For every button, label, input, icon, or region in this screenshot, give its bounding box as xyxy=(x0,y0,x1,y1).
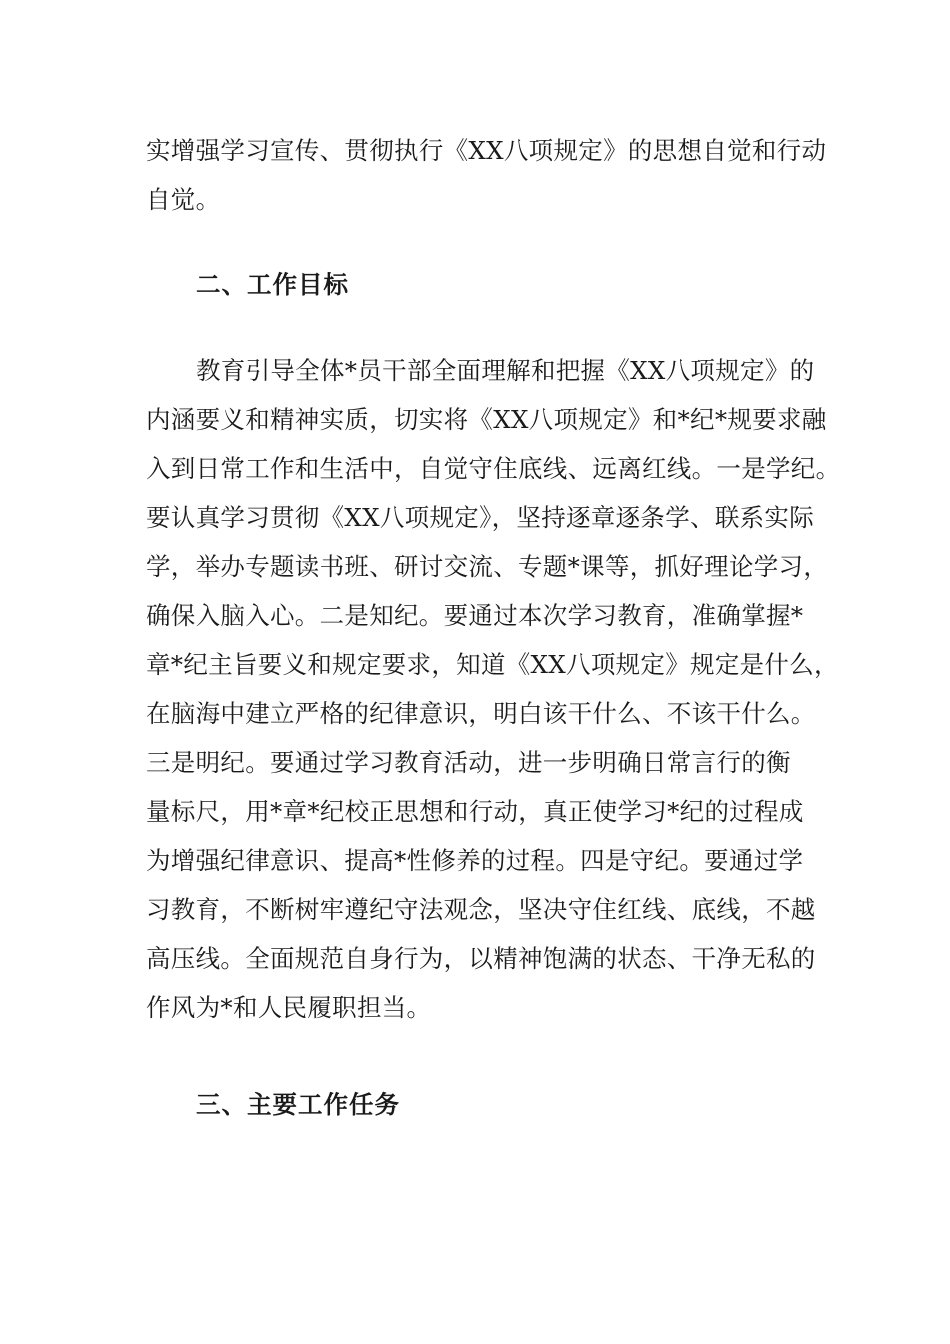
paragraph-line: 作风为*和人民履职担当。 xyxy=(146,993,432,1022)
paragraph-line: 在脑海中建立严格的纪律意识，明白该干什么、不该干什么。 xyxy=(146,699,816,728)
section-heading-main-tasks: 三、主要工作任务 xyxy=(196,1090,400,1119)
section-heading-work-goals: 二、工作目标 xyxy=(196,270,349,299)
paragraph-line: 量标尺，用*章*纪校正思想和行动，真正使学习*纪的过程成 xyxy=(146,797,804,826)
paragraph-line: 要认真学习贯彻《XX八项规定》，坚持逐章逐条学、联系实际 xyxy=(146,503,815,532)
paragraph-line: 章*纪主旨要义和规定要求，知道《XX八项规定》规定是什么， xyxy=(146,650,839,679)
paragraph-line: 学，举办专题读书班、研讨交流、专题*课等，抓好理论学习， xyxy=(146,552,829,581)
intro-line-2: 自觉。 xyxy=(146,185,221,214)
paragraph-line: 习教育，不断树牢遵纪守法观念，坚决守住红线、底线，不越 xyxy=(146,895,816,924)
paragraph-line: 三是明纪。要通过学习教育活动，进一步明确日常言行的衡 xyxy=(146,748,791,777)
intro-line-1: 实增强学习宣传、贯彻执行《XX八项规定》的思想自觉和行动 xyxy=(146,136,827,165)
paragraph-line: 内涵要义和精神实质，切实将《XX八项规定》和*纪*规要求融 xyxy=(146,405,827,434)
paragraph-line: 为增强纪律意识、提高*性修养的过程。四是守纪。要通过学 xyxy=(146,846,804,875)
paragraph-line: 确保入脑入心。二是知纪。要通过本次学习教育，准确掌握* xyxy=(146,601,804,630)
paragraph-line: 教育引导全体*员干部全面理解和把握《XX八项规定》的 xyxy=(196,356,815,385)
paragraph-line: 高压线。全面规范自身行为，以精神饱满的状态、干净无私的 xyxy=(146,944,816,973)
paragraph-line: 入到日常工作和生活中，自觉守住底线、远离红线。一是学纪。 xyxy=(146,454,841,483)
